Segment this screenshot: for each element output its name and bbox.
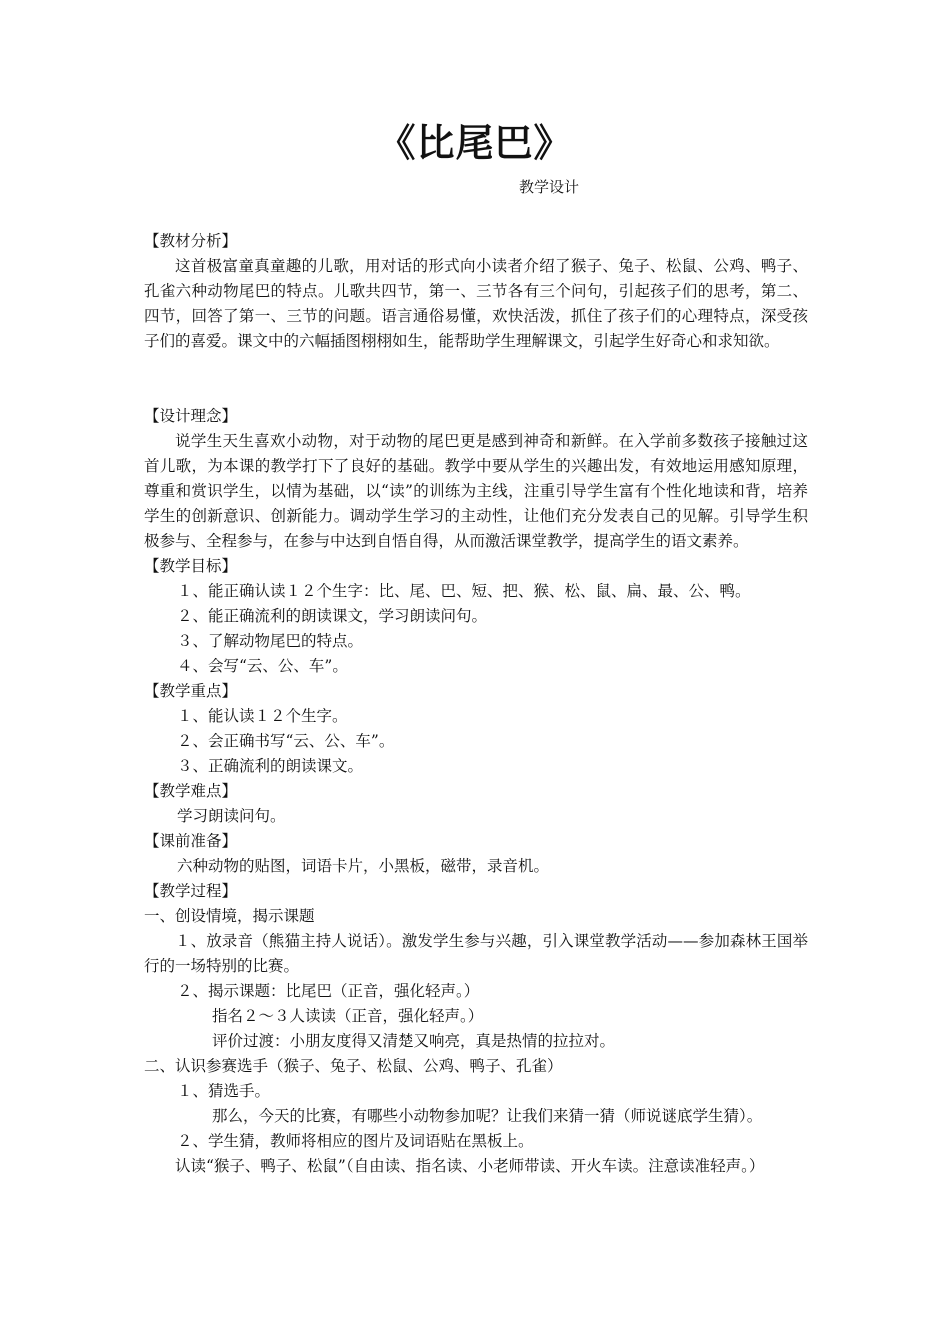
focus-item: １、能认读１２个生字。 [177,707,348,725]
process-step-item: ２、学生猜，教师将相应的图片及词语贴在黑板上。 [177,1132,534,1150]
section-spacer [144,379,808,404]
process-step-item: １、放录音（熊猫主持人说话）。激发学生参与兴趣，引入课堂教学活动——参加森林王国举行的一场特别的比赛。 [144,932,808,975]
analysis-heading: 【教材分析】 [144,232,238,250]
focus-item: ２、会正确书写“云、公、车”。 [177,732,395,750]
process-step-item: １、猜选手。 [177,1082,271,1100]
focus-heading: 【教学重点】 [144,682,238,700]
goals-heading: 【教学目标】 [144,557,238,575]
goal-item: ３、了解动物尾巴的特点。 [177,632,364,650]
concept-paragraph: 说学生天生喜欢小动物，对于动物的尾巴更是感到神奇和新鲜。在入学前多数孩子接触过这首儿歌，为本课的教学打下了良好的基础。教学中要从学生的兴趣出发，有效地运用感知原理，尊重和赏识学生，以情为基础，以“读”的训练为主线，注重引导学生富有个性化地读和背，培养学生的创新意识、创新能力。调动学生学习的主动性，让他们充分发表自己的见解。引导学生积极参与、全程参与，在参与中达到自悟自得，从而激活课堂教学，提高学生的语文素养。 [144,432,808,550]
analysis-paragraph: 这首极富童真童趣的儿歌，用对话的形式向小读者介绍了猴子、兔子、松鼠、公鸡、鸭子、孔雀六种动物尾巴的特点。儿歌共四节，第一、三节各有三个问句，引起孩子们的思考，第二、四节，回答了第一、三节的问题。语言通俗易懂，欢快活泼，抓住了孩子们的心理特点，深受孩子们的喜爱。课文中的六幅插图栩栩如生，能帮助学生理解课文，引起学生好奇心和求知欲。 [144,257,808,350]
process-step-subitem: 指名２～３人读读（正音，强化轻声。） [212,1007,484,1025]
process-step-subitem: 认读“猴子、鸭子、松鼠”（自由读、指名读、小老师带读、开火车读。注意读准轻声。） [175,1157,765,1175]
concept-heading: 【设计理念】 [144,407,238,425]
document-title: 《比尾巴》 [377,121,573,165]
process-step-item: ２、揭示课题：比尾巴（正音，强化轻声。） [177,982,480,1000]
document-subtitle: 教学设计 [519,178,580,196]
difficulty-heading: 【教学难点】 [144,782,238,800]
process-step-subitem: 那么，今天的比赛，有哪些小动物参加呢？让我们来猜一猜（师说谜底学生猜）。 [212,1107,763,1125]
process-step-title: 一、创设情境，揭示课题 [144,907,315,925]
difficulty-text: 学习朗读问句。 [177,807,286,825]
focus-item: ３、正确流利的朗读课文。 [177,757,364,775]
section-spacer [144,354,808,379]
process-step-title: 二、认识参赛选手（猴子、兔子、松鼠、公鸡、鸭子、孔雀） [144,1057,563,1075]
prep-text: 六种动物的贴图，词语卡片，小黑板，磁带，录音机。 [177,857,550,875]
prep-heading: 【课前准备】 [144,832,238,850]
document-body [144,229,808,1179]
process-heading: 【教学过程】 [144,882,238,900]
goal-item: ２、能正确流利的朗读课文，学习朗读问句。 [177,607,488,625]
goal-item: １、能正确认读１２个生字：比、尾、巴、短、把、猴、松、鼠、扁、最、公、鸭。 [177,582,751,600]
process-step-subitem: 评价过渡：小朋友度得又清楚又响亮，真是热情的拉拉对。 [212,1032,616,1050]
goal-item: ４、会写“云、公、车”。 [177,657,348,675]
